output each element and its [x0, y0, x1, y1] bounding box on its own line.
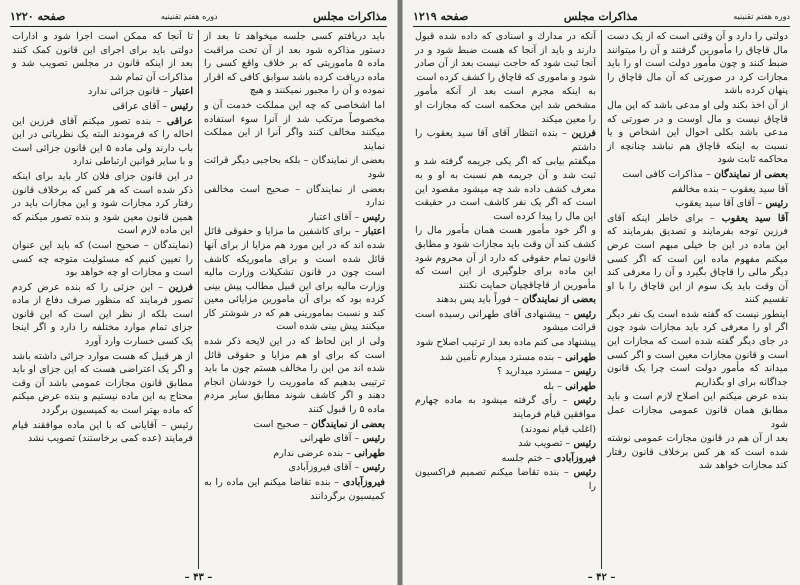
paragraph-text: بعضی از نمایندگان – بلکه بحاجبی دیگر قرائت شود	[204, 155, 385, 180]
speaker-name: فیروزآبادی	[339, 477, 386, 488]
paragraph	[415, 466, 596, 493]
paragraph-text: بنده عرض میکنم این اصلاح لازم است و باید مطابق همان قانون عمومی مجازات عمل شود	[607, 391, 788, 430]
speaker-name: رئیس	[359, 462, 385, 474]
speaker-name: رئیس	[567, 395, 596, 407]
speaker-name: رئیس	[359, 211, 385, 223]
paragraph	[12, 115, 193, 169]
paragraph-text: – آقای آقا سید یعقوب	[675, 198, 763, 210]
paragraph-text: از آن اخذ بکند ولی او مدعی باشد که این مال قاچاق نیست و مال اوست و در صورتی که مدعی باشد بکلی احوال این اشخاص و یا نسبت به اینکه قاچاق هم نباشد چنانچه از محاکمه ثابت شود	[607, 99, 788, 166]
right-page	[402, 0, 800, 585]
paragraph-text: – مذاکرات کافی است	[622, 168, 711, 180]
paragraph	[607, 197, 788, 211]
speaker-name: رئیس	[569, 308, 596, 320]
paragraph-text: – بنده عرضی ندارم	[273, 447, 351, 459]
paragraph-text: – برای کاشفین ما مزایا و حقوقی قائل شده اند که در این مورد هم مزایا از برای آنها قائل شده است و برای ماموریکه کاشف است چون در قانون تشکیلات وزارت مالیه وزارت مالیه برای این قبیل مطالب پیش بینی کرده بود که برای آن مامورین مزایائی معین کند و نسبت بمامورینی هم که در شوشتر کار میکنند پیش بینی شده است	[204, 226, 385, 333]
paragraph-text: پیشنهاد می کنم ماده بعد از ترتیب اصلاح شود	[416, 337, 596, 349]
paragraph-text: – رأی گرفته میشود به ماده چهارم موافقین قیام فرمایند	[415, 395, 596, 421]
paragraph-text: – مسترد میدارید ؟	[496, 366, 571, 378]
paragraph-text: – قانون جزائی ندارد	[87, 86, 168, 98]
paragraph	[415, 437, 596, 451]
speaker-name: طهرانی	[561, 380, 596, 392]
paragraph	[415, 394, 596, 421]
speaker-name: اعتبار	[359, 226, 386, 238]
paragraph-text: آنکه در مدارك و اسنادی که داده شده قبول دارند و باید از آنجا که هست ضبط شود و در آنجا ثبت شود که حاجت نیست بعد از آن صادر شود و ماموری که قاچاق را کشف کرده است	[415, 31, 596, 83]
left-page-footer: – ۴۳ –	[184, 572, 213, 583]
paragraph	[607, 183, 788, 197]
paragraph-text: بعضی از نمایندگان – صحیح است مخالفی ندارد	[204, 183, 385, 209]
speaker-name: فرزین	[566, 128, 596, 140]
speaker-name: فرزین	[163, 281, 194, 293]
paragraph	[12, 239, 193, 280]
left-page-columns	[8, 30, 389, 569]
left-header-session: دوره هفتم تقنینیه	[160, 12, 218, 21]
speaker-name: بعضی از نمایندگان	[518, 294, 596, 306]
paragraph-text: ولی از این لحاظ که در این لایحه ذکر شده است که برای او هم مزایا و حقوقی قائل شده اند من این را مخالف هستم چون ما باید ترتیبی بدهیم که ماموریت را خودشان انجام دهند و اگر کاشف شوند مطابق سایر مردم ماده ۵ را قبول کنند	[204, 336, 385, 416]
speaker-name: بعضی از نمایندگان	[710, 168, 788, 180]
paragraph-text: – ختم جلسه	[501, 452, 551, 464]
paragraph	[204, 183, 385, 210]
paragraph	[204, 447, 385, 461]
speaker-name: عراقی	[161, 115, 193, 127]
speaker-name: رئیس	[359, 433, 385, 445]
paragraph-text: – بله	[543, 380, 562, 392]
speaker-name: فیروزآبادی	[550, 452, 596, 464]
paragraph-text: – بنده تقاضا میکنم این ماده را به کمیسیون برگردانند	[204, 477, 385, 502]
paragraph	[415, 127, 596, 154]
paragraph-text: به اینکه مجرم است بعد از آنکه مأمور مشخص شد این محکمه است که مجازات او را معین میکند	[415, 86, 596, 125]
paragraph-text: از هر قبیل که هست موارد جزائی داشته باشد و اگر یک اعتراضی هست که این جزای او باید مطابق قانون مجازات عمومی باشد آن وقت محتاج به این ماده نیستیم و بنده عرض میکنم که ماده بهتر است به کمیسیون برگردد	[12, 350, 193, 417]
paragraph	[12, 85, 193, 99]
paragraph	[607, 30, 788, 98]
paragraph	[415, 224, 596, 292]
paragraph-text: – بنده انتظار آقای آقا سید یعقوب را داشتم	[415, 128, 596, 153]
right-header-title: مذاکرات مجلس	[563, 10, 638, 23]
paragraph-text: دولتی را دارد و آن وقتی است که از یک دست مال قاچاق را مأمورین گرفتند و آن را میتوانند ضبط کنند و چون مأمور دولت است او را باید مجازات کرد در صورتی که آن مال قاچاق را پنهان کرده باشد	[607, 31, 788, 97]
paragraph-text: باید دریافتم کسی جلسه میخواهد تا بعد از دستور مذاکره شود بعد از آن تحت مراقبت ماده ۵ ماموریتی که بر خلاف واقع کسی را ماده دریافت کرده باشد سوابق کافی که اقرار نموده و آن را مجبور نمیکنند و هیچ	[204, 31, 385, 97]
paragraph	[607, 212, 788, 307]
right-page-columns	[411, 30, 792, 569]
paragraph-text: – این جزئی را که بنده عرض کردم تصور فرمایند که منظور صرف دفاع از ماده است بلکه از نظر این است که این قانون جزای تمام موارد مختلفه را دارد و اگر اینجا یک کسی خسارت وارد آورد	[12, 281, 193, 348]
paragraph	[204, 211, 385, 225]
paragraph-text: – تصویب شد	[518, 438, 571, 450]
paragraph-text: بعد از آن هم در قانون مجازات عمومی نوشته شده است که هر کس برخلاف قانون رفتار کند مجازات خواهد شد	[607, 433, 788, 472]
paragraph	[607, 308, 788, 390]
right-page-header	[413, 4, 790, 27]
paragraph-text: – آقای عراقی	[112, 100, 168, 112]
paragraph-text: – آقای اعتبار	[308, 211, 360, 223]
paragraph	[607, 168, 788, 182]
right-header-page-number: صفحه ۱۲۱۹	[413, 10, 469, 23]
speaker-name: طهرانی	[350, 447, 385, 459]
left-page-right-column	[200, 30, 389, 569]
speaker-name: رئیس	[570, 438, 596, 450]
paragraph-text: تا آنجا که ممکن است اجرا شود و ادارات دولتی باید برای اجرای این قانون کمک کنند بعد از اینکه قانون در مجلس تصویب شد و مذاکرات آن تمام شد	[12, 31, 193, 83]
right-page-left-column	[411, 30, 600, 569]
paragraph-text: و اگر خود مأمور هست همان مأمور مال را کشف کند آن وقت باید مجازات شود و مطابق قانون تمام حقوقی که دارد از آن محروم شود این ماده برای جلوگیری از این است که مأمورین از قاچاقچیان حمایت نکنند	[415, 225, 596, 291]
paragraph	[12, 30, 193, 84]
paragraph	[12, 100, 193, 114]
column-divider	[198, 30, 199, 569]
paragraph-text: – فوراً باید پس بدهند	[436, 294, 519, 306]
left-page-left-column	[8, 30, 197, 569]
paragraph-text: اما اشخاصی که چه این مملکت خدمت آن و مخصوصاً مرتکب شد از آنرا سوء استفاده میکنند مخالف کنند واگر آنرا از این مملکت نمایند	[204, 99, 385, 152]
paragraph	[12, 419, 193, 446]
paragraph	[415, 308, 596, 335]
speaker-name: بعضی از نمایندگان	[307, 418, 385, 430]
speaker-name: رئیس	[762, 198, 788, 210]
paragraph-text: – بنده تقاضا میکنم تصمیم فراکسیون را	[415, 467, 596, 492]
speaker-name: اعتبار	[167, 86, 193, 98]
right-page-right-column	[603, 30, 792, 569]
paragraph-text: در این قانون جزای فلان کار باید برای اینکه ذکر شده است که هر کس که برخلاف قانون رفتار کرد مجازات شود و این مجازات باید در همین قانون معین شود و بنده تصور میکنم که این ماده لازم است	[12, 170, 193, 237]
paragraph	[415, 85, 596, 126]
paragraph	[415, 336, 596, 350]
paragraph-text: میگفتم بیابی که اگر یکی جریمه گرفته شد و ثبت شد و آن جریمه هم نسبت به او و به معرف کشف داده شد چه میشود مقصود این است که اگر یک نفر کاشف است در حقیقت این مال را پیدا کرده است	[415, 156, 596, 222]
left-header-page-number: صفحه ۱۲۲۰	[10, 10, 66, 23]
paragraph	[204, 432, 385, 446]
paragraph-text: – بنده تصور میکنم آقای فرزین این احاله را که فرمودند البته یک نظریاتی در این باب دارند ولی ماده ۵ این قانون جزائی است و با سایر قوانین ارتباطی ندارد	[12, 115, 193, 168]
paragraph-text: اینطور نیست که گفته شده است یک نفر دیگر اگر او را معرفی کرد باید مجازات شود چون در جای دیگر گفته شده است که مجازات این است و قانون مجازات معین است و اگر کسی میداند که مأمور دولت است چرا یک قانون جداگانه برای او بگذاریم	[607, 308, 788, 388]
left-header-title: مذاکرات مجلس	[313, 10, 387, 23]
paragraph-text: – آقای فیروزآبادی	[288, 462, 360, 474]
speaker-name: رئیس	[570, 366, 596, 378]
paragraph	[204, 30, 385, 98]
speaker-name: آقا سید یعقوب	[714, 212, 788, 224]
left-page	[0, 0, 398, 585]
column-divider	[601, 30, 602, 569]
paragraph	[12, 281, 193, 349]
paragraph	[415, 423, 596, 437]
paragraph-text: – بنده مسترد میدارم تأمین شد	[439, 351, 562, 363]
paragraph	[12, 350, 193, 418]
paragraph	[415, 452, 596, 466]
right-page-footer: – ۴۲ –	[587, 572, 616, 583]
paragraph	[204, 154, 385, 181]
paragraph-text: رئیس – آقایانی که با این ماده موافقند قیام فرمایند (عده کمی برخاستند) تصویب نشد	[12, 419, 193, 445]
paragraph	[204, 476, 385, 503]
paragraph-text: (اغلب قیام نمودند)	[520, 423, 596, 435]
speaker-name: رئیس	[167, 100, 193, 112]
paragraph-text: – صحیح است	[253, 418, 308, 430]
paragraph-text: (نمایندگان – صحیح است) که باید این عنوان را تعیین کنیم که مسئولیت متوجه چه کسی است و مجازات او چه خواهد بود	[12, 239, 193, 279]
paragraph	[415, 351, 596, 365]
paragraph	[12, 170, 193, 238]
paragraph	[415, 380, 596, 394]
paragraph	[607, 99, 788, 167]
paragraph-text: – پیشنهادی آقای طهرانی رسیده است قرائت میشود	[415, 308, 596, 334]
speaker-name: رئیس	[568, 467, 596, 479]
paragraph-text: آقا سید یعقوب – بنده مخالفم	[671, 183, 788, 195]
paragraph	[204, 461, 385, 475]
paragraph-text: – برای خاطر اینکه آقای فرزین توجه بفرمایند و تصدیق بفرمایند که این ماده در این جا خیلی مبهم است عرض میکنم مفهوم ماده این است که اگر کسی دیگر مالی را قاچاق بگیرد و آن را معرفی کند آن وقت باید یک سوم از این قاچاق را با او تقسیم کنند	[607, 212, 788, 306]
paragraph	[415, 30, 596, 84]
paragraph	[415, 293, 596, 307]
paragraph	[204, 225, 385, 334]
right-header-session: دوره هفتم تقنینیه	[733, 12, 790, 21]
left-page-header	[10, 4, 387, 27]
paragraph	[204, 335, 385, 417]
paragraph	[607, 432, 788, 473]
paragraph-text: – آقای طهرانی	[299, 433, 360, 445]
paragraph	[204, 99, 385, 153]
paragraph	[415, 155, 596, 223]
paragraph	[607, 390, 788, 431]
speaker-name: طهرانی	[561, 351, 596, 363]
paragraph	[415, 365, 596, 379]
paragraph	[204, 418, 385, 432]
